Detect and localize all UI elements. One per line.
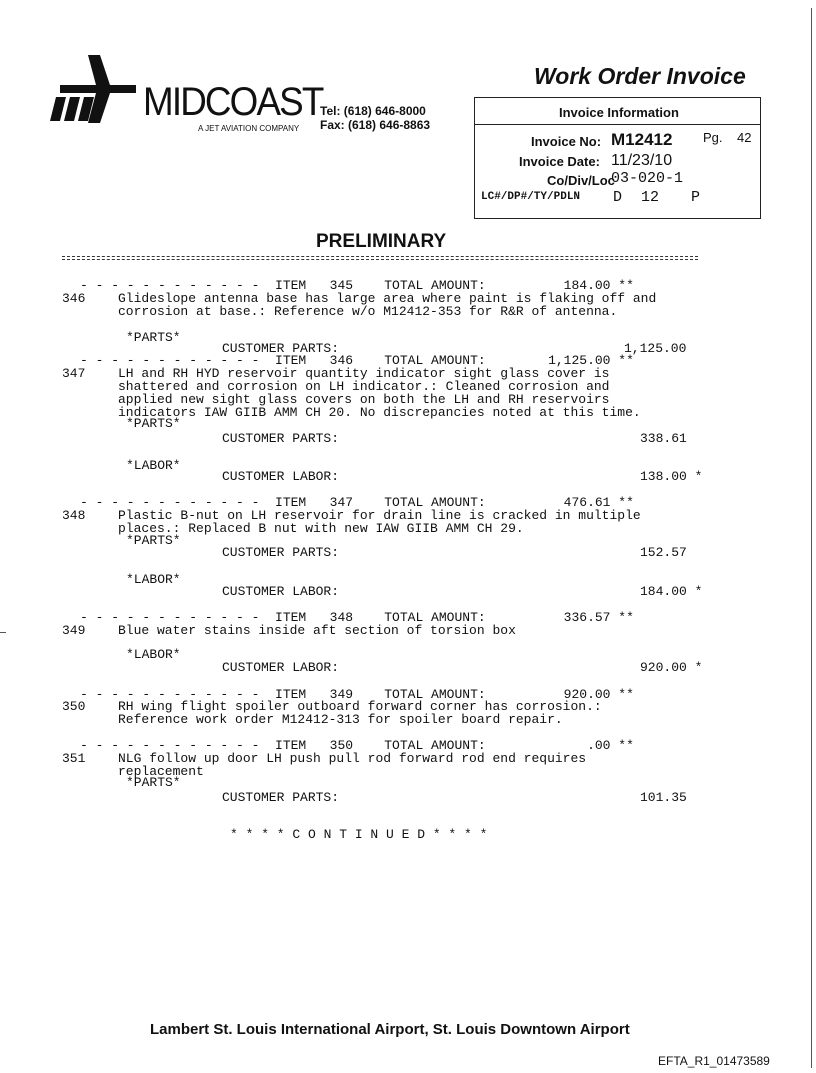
lc-12: 12 <box>641 189 660 206</box>
lc-d: D <box>613 189 623 206</box>
invoice-date-label: Invoice Date: <box>519 154 600 169</box>
invoice-no: M12412 <box>611 130 673 149</box>
parts-header: *PARTS* <box>126 533 181 548</box>
item-number: 348 <box>62 508 86 523</box>
continued-marker: * * * * C O N T I N U E D * * * * <box>230 827 488 842</box>
item-description: replacement <box>118 764 204 779</box>
customer-labor-amount: 138.00 * <box>640 469 703 484</box>
invoice-info-box <box>474 97 761 219</box>
item-separator: - - - - - - - - - - - - ITEM 345 TOTAL AMOUNT: 184.00 ** <box>80 278 634 293</box>
item-description: LH and RH HYD reservoir quantity indicator sight glass cover is <box>118 366 610 381</box>
invoice-info-title: Invoice Information <box>559 105 679 120</box>
parts-header: *PARTS* <box>126 775 181 790</box>
item-separator: - - - - - - - - - - - - ITEM 348 TOTAL AMOUNT: 336.57 ** <box>80 610 634 625</box>
company-name: MIDCOAST <box>143 80 323 124</box>
scan-edge-line <box>811 8 812 1068</box>
jet-logo-icon <box>50 55 136 127</box>
customer-parts-amount: 1,125.00 <box>624 341 687 356</box>
fax-number: Fax: (618) 646-8863 <box>320 118 431 132</box>
item-number: 349 <box>62 623 86 638</box>
item-separator: - - - - - - - - - - - - ITEM 347 TOTAL AMOUNT: 476.61 ** <box>80 495 634 510</box>
item-description: NLG follow up door LH push pull rod forward rod end requires <box>118 751 587 766</box>
customer-parts-amount: 338.61 <box>640 431 687 446</box>
item-number: 351 <box>62 751 86 766</box>
lc-label: LC#/DP#/TY/PDLN <box>481 191 581 203</box>
codivloc-label: Co/Div/Loc <box>547 173 615 188</box>
customer-parts-amount: 152.57 <box>640 545 687 560</box>
scan-mark <box>0 632 6 633</box>
phone-number: Tel: (618) 646-8000 <box>320 104 426 118</box>
box-divider <box>475 124 760 125</box>
item-description: places.: Replaced B nut with new IAW GIIB AMM CH 29. <box>118 521 524 536</box>
customer-labor-amount: 920.00 * <box>640 660 703 675</box>
lc-p: P <box>691 189 701 206</box>
parts-header: *PARTS* <box>126 416 181 431</box>
customer-labor-label: CUSTOMER LABOR: <box>222 584 340 599</box>
customer-labor-amount: 184.00 * <box>640 584 703 599</box>
page-number: 42 <box>737 130 752 145</box>
item-description: Plastic B-nut on LH reservoir for drain line is cracked in multiple <box>118 508 641 523</box>
labor-header: *LABOR* <box>126 572 181 587</box>
item-separator: - - - - - - - - - - - - ITEM 350 TOTAL AMOUNT: .00 ** <box>80 738 634 753</box>
customer-parts-amount: 101.35 <box>640 790 687 805</box>
customer-labor-label: CUSTOMER LABOR: <box>222 660 340 675</box>
item-number: 347 <box>62 366 86 381</box>
document-title: Work Order Invoice <box>534 63 746 89</box>
labor-header: *LABOR* <box>126 458 181 473</box>
customer-parts-label: CUSTOMER PARTS: <box>222 431 340 446</box>
invoice-date: 11/23/10 <box>611 152 673 169</box>
item-number: 350 <box>62 699 86 714</box>
item-description: applied new sight glass covers on both the LH and RH reservoirs <box>118 392 610 407</box>
item-description: indicators IAW GIIB AMM CH 20. No discrepancies noted at this time. <box>118 405 641 420</box>
item-separator: - - - - - - - - - - - - ITEM 346 TOTAL AMOUNT: 1,125.00 ** <box>80 353 634 368</box>
codivloc-value: 03-020-1 <box>611 170 684 187</box>
item-separator: - - - - - - - - - - - - ITEM 349 TOTAL AMOUNT: 920.00 ** <box>80 687 634 702</box>
parts-header: *PARTS* <box>126 330 181 345</box>
customer-parts-label: CUSTOMER PARTS: <box>222 341 340 356</box>
item-number: 346 <box>62 291 86 306</box>
item-description: shattered and corrosion on LH indicator.: Cleaned corrosion and <box>118 379 610 394</box>
preliminary-heading: PRELIMINARY <box>316 231 447 252</box>
customer-labor-label: CUSTOMER LABOR: <box>222 469 340 484</box>
item-description: Glideslope antenna base has large area where paint is flaking off and <box>118 291 657 306</box>
company-tagline: A JET AVIATION COMPANY <box>198 124 300 133</box>
customer-parts-label: CUSTOMER PARTS: <box>222 790 340 805</box>
page-label: Pg. <box>703 130 723 145</box>
labor-header: *LABOR* <box>126 647 181 662</box>
document-id: EFTA_R1_01473589 <box>658 1054 770 1068</box>
item-description: Reference work order M12412-313 for spoiler board repair. <box>118 712 563 727</box>
customer-parts-label: CUSTOMER PARTS: <box>222 545 340 560</box>
footer-airports: Lambert St. Louis International Airport, St. Louis Downtown Airport <box>150 1021 630 1038</box>
item-description: Blue water stains inside aft section of torsion box <box>118 623 516 638</box>
item-description: corrosion at base.: Reference w/o M12412-353 for R&R of antenna. <box>118 304 618 319</box>
invoice-no-label: Invoice No: <box>531 134 602 149</box>
double-rule <box>62 256 698 260</box>
item-description: RH wing flight spoiler outboard forward corner has corrosion.: <box>118 699 602 714</box>
